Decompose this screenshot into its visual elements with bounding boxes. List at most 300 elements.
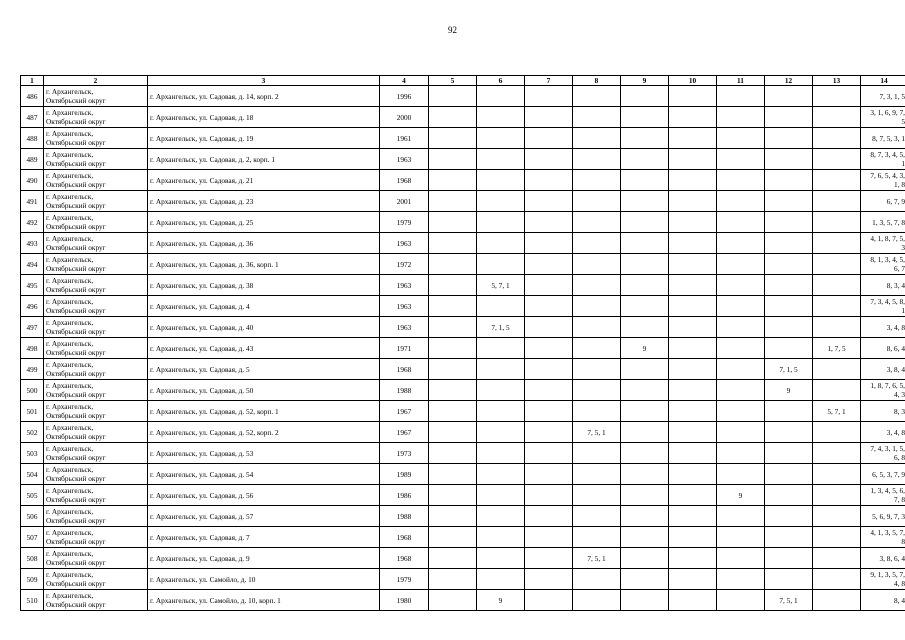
- col10-cell: [669, 191, 717, 212]
- col11-cell: [717, 464, 765, 485]
- col14-cell: 3, 8, 6, 4: [861, 548, 905, 569]
- table-row: [21, 296, 905, 317]
- year-cell: 1971: [380, 338, 429, 359]
- address-cell: г. Архангельск, ул. Садовая, д. 21: [148, 170, 380, 191]
- row-number-cell: 502: [21, 422, 44, 443]
- table-row: [21, 107, 905, 128]
- row-number-cell: 508: [21, 548, 44, 569]
- col11-cell: [717, 149, 765, 170]
- col6-cell: [477, 170, 525, 191]
- district-cell: г. Архангельск, Октябрьский округ: [44, 107, 148, 128]
- col7-cell: [525, 527, 573, 548]
- col5-cell: [429, 506, 477, 527]
- col10-cell: [669, 233, 717, 254]
- table-row: [21, 233, 905, 254]
- table-row: [21, 254, 905, 275]
- col14-cell: 1, 8, 7, 6, 5, 4, 3: [861, 380, 905, 401]
- col8-cell: [573, 569, 621, 590]
- col9-cell: [621, 590, 669, 611]
- col11-cell: [717, 107, 765, 128]
- col11-cell: [717, 443, 765, 464]
- col8-cell: [573, 86, 621, 107]
- district-cell: г. Архангельск, Октябрьский округ: [44, 443, 148, 464]
- row-number-cell: 491: [21, 191, 44, 212]
- col6-cell: [477, 191, 525, 212]
- column-header-10: 10: [669, 76, 717, 86]
- district-cell: г. Архангельск, Октябрьский округ: [44, 506, 148, 527]
- col8-cell: [573, 191, 621, 212]
- col11-cell: [717, 338, 765, 359]
- col11-cell: [717, 254, 765, 275]
- year-cell: 1963: [380, 296, 429, 317]
- col9-cell: [621, 191, 669, 212]
- col10-cell: [669, 590, 717, 611]
- col14-cell: 7, 4, 3, 1, 5, 6, 8: [861, 443, 905, 464]
- year-cell: 1967: [380, 401, 429, 422]
- address-cell: г. Архангельск, ул. Садовая, д. 7: [148, 527, 380, 548]
- column-header-5: 5: [429, 76, 477, 86]
- col9-cell: 9: [621, 338, 669, 359]
- col12-cell: [765, 233, 813, 254]
- col7-cell: [525, 149, 573, 170]
- col7-cell: [525, 128, 573, 149]
- row-number-cell: 500: [21, 380, 44, 401]
- col13-cell: 1, 7, 5: [813, 338, 861, 359]
- col9-cell: [621, 548, 669, 569]
- row-number-cell: 507: [21, 527, 44, 548]
- col10-cell: [669, 485, 717, 506]
- col12-cell: [765, 275, 813, 296]
- col5-cell: [429, 548, 477, 569]
- col8-cell: [573, 149, 621, 170]
- col5-cell: [429, 275, 477, 296]
- col6-cell: 7, 1, 5: [477, 317, 525, 338]
- col9-cell: [621, 422, 669, 443]
- col7-cell: [525, 170, 573, 191]
- col12-cell: [765, 401, 813, 422]
- col14-cell: 8, 7, 5, 3, 1: [861, 128, 905, 149]
- col12-cell: [765, 422, 813, 443]
- col11-cell: [717, 548, 765, 569]
- district-cell: г. Архангельск, Октябрьский округ: [44, 464, 148, 485]
- column-header-8: 8: [573, 76, 621, 86]
- col14-cell: 8, 6, 4: [861, 338, 905, 359]
- col12-cell: 7, 5, 1: [765, 590, 813, 611]
- col13-cell: [813, 443, 861, 464]
- address-cell: г. Архангельск, ул. Садовая, д. 2, корп. 1: [148, 149, 380, 170]
- table-row: [21, 317, 905, 338]
- col6-cell: [477, 212, 525, 233]
- col6-cell: [477, 107, 525, 128]
- table-row: [21, 569, 905, 590]
- address-cell: г. Архангельск, ул. Садовая, д. 56: [148, 485, 380, 506]
- col5-cell: [429, 338, 477, 359]
- col8-cell: [573, 296, 621, 317]
- col8-cell: [573, 590, 621, 611]
- col14-cell: 3, 4, 8: [861, 317, 905, 338]
- col10-cell: [669, 212, 717, 233]
- col7-cell: [525, 107, 573, 128]
- district-cell: г. Архангельск, Октябрьский округ: [44, 338, 148, 359]
- table-row: [21, 590, 905, 611]
- col13-cell: [813, 527, 861, 548]
- table-header: [21, 76, 905, 86]
- year-cell: 1996: [380, 86, 429, 107]
- col10-cell: [669, 359, 717, 380]
- address-cell: г. Архангельск, ул. Садовая, д. 54: [148, 464, 380, 485]
- district-cell: г. Архангельск, Октябрьский округ: [44, 317, 148, 338]
- table-row: [21, 338, 905, 359]
- col8-cell: [573, 107, 621, 128]
- col6-cell: [477, 233, 525, 254]
- col7-cell: [525, 338, 573, 359]
- col12-cell: [765, 86, 813, 107]
- row-number-cell: 486: [21, 86, 44, 107]
- col5-cell: [429, 149, 477, 170]
- col8-cell: [573, 464, 621, 485]
- year-cell: 1968: [380, 548, 429, 569]
- col13-cell: [813, 254, 861, 275]
- col5-cell: [429, 128, 477, 149]
- district-cell: г. Архангельск, Октябрьский округ: [44, 212, 148, 233]
- col10-cell: [669, 338, 717, 359]
- col9-cell: [621, 275, 669, 296]
- col11-cell: [717, 317, 765, 338]
- address-cell: г. Архангельск, ул. Садовая, д. 43: [148, 338, 380, 359]
- district-cell: г. Архангельск, Октябрьский округ: [44, 485, 148, 506]
- column-header-6: 6: [477, 76, 525, 86]
- column-header-1: 1: [21, 76, 44, 86]
- col14-cell: 8, 4: [861, 590, 905, 611]
- col9-cell: [621, 128, 669, 149]
- address-cell: г. Архангельск, ул. Садовая, д. 52, корп. 1: [148, 401, 380, 422]
- table-row: [21, 548, 905, 569]
- address-cell: г. Архангельск, ул. Садовая, д. 53: [148, 443, 380, 464]
- col12-cell: [765, 170, 813, 191]
- address-cell: г. Архангельск, ул. Садовая, д. 18: [148, 107, 380, 128]
- col9-cell: [621, 569, 669, 590]
- year-cell: 1988: [380, 380, 429, 401]
- col6-cell: [477, 254, 525, 275]
- table-row: [21, 422, 905, 443]
- district-cell: г. Архангельск, Октябрьский округ: [44, 191, 148, 212]
- row-number-cell: 499: [21, 359, 44, 380]
- col14-cell: 1, 3, 5, 7, 8: [861, 212, 905, 233]
- year-cell: 1968: [380, 527, 429, 548]
- col8-cell: [573, 212, 621, 233]
- col5-cell: [429, 359, 477, 380]
- col10-cell: [669, 443, 717, 464]
- col6-cell: [477, 569, 525, 590]
- col5-cell: [429, 86, 477, 107]
- col13-cell: [813, 548, 861, 569]
- address-cell: г. Архангельск, ул. Самойло, д. 10, корп. 1: [148, 590, 380, 611]
- col12-cell: [765, 548, 813, 569]
- col7-cell: [525, 296, 573, 317]
- district-cell: г. Архангельск, Октябрьский округ: [44, 233, 148, 254]
- year-cell: 1979: [380, 569, 429, 590]
- col11-cell: [717, 506, 765, 527]
- row-number-cell: 504: [21, 464, 44, 485]
- col6-cell: [477, 296, 525, 317]
- year-cell: 1980: [380, 590, 429, 611]
- row-number-cell: 488: [21, 128, 44, 149]
- table-row: [21, 191, 905, 212]
- year-cell: 1968: [380, 170, 429, 191]
- col6-cell: [477, 128, 525, 149]
- col8-cell: [573, 233, 621, 254]
- col12-cell: [765, 149, 813, 170]
- col6-cell: [477, 380, 525, 401]
- col5-cell: [429, 401, 477, 422]
- col10-cell: [669, 296, 717, 317]
- year-cell: 1961: [380, 128, 429, 149]
- col13-cell: [813, 170, 861, 191]
- col5-cell: [429, 296, 477, 317]
- col13-cell: [813, 233, 861, 254]
- col8-cell: [573, 401, 621, 422]
- year-cell: 1973: [380, 443, 429, 464]
- row-number-cell: 496: [21, 296, 44, 317]
- col10-cell: [669, 107, 717, 128]
- row-number-cell: 489: [21, 149, 44, 170]
- address-cell: г. Архангельск, ул. Садовая, д. 5: [148, 359, 380, 380]
- col6-cell: [477, 86, 525, 107]
- table-row: [21, 443, 905, 464]
- col8-cell: 7, 5, 1: [573, 548, 621, 569]
- col6-cell: [477, 485, 525, 506]
- col10-cell: [669, 506, 717, 527]
- col7-cell: [525, 359, 573, 380]
- col5-cell: [429, 422, 477, 443]
- address-cell: г. Архангельск, ул. Садовая, д. 52, корп. 2: [148, 422, 380, 443]
- col7-cell: [525, 254, 573, 275]
- column-header-13: 13: [813, 76, 861, 86]
- col5-cell: [429, 590, 477, 611]
- row-number-cell: 498: [21, 338, 44, 359]
- district-cell: г. Архангельск, Октябрьский округ: [44, 128, 148, 149]
- col13-cell: [813, 212, 861, 233]
- address-cell: г. Архангельск, ул. Садовая, д. 9: [148, 548, 380, 569]
- col14-cell: 3, 4, 8: [861, 422, 905, 443]
- col8-cell: [573, 254, 621, 275]
- col7-cell: [525, 548, 573, 569]
- col11-cell: 9: [717, 485, 765, 506]
- district-cell: г. Архангельск, Октябрьский округ: [44, 422, 148, 443]
- year-cell: 2001: [380, 191, 429, 212]
- row-number-cell: 509: [21, 569, 44, 590]
- col14-cell: 3, 1, 6, 9, 7, 5: [861, 107, 905, 128]
- col7-cell: [525, 233, 573, 254]
- col9-cell: [621, 527, 669, 548]
- year-cell: 1968: [380, 359, 429, 380]
- col11-cell: [717, 296, 765, 317]
- address-cell: г. Архангельск, ул. Садовая, д. 36: [148, 233, 380, 254]
- col13-cell: [813, 590, 861, 611]
- col14-cell: 7, 3, 4, 5, 8, 1: [861, 296, 905, 317]
- column-header-7: 7: [525, 76, 573, 86]
- col12-cell: [765, 107, 813, 128]
- district-cell: г. Архангельск, Октябрьский округ: [44, 149, 148, 170]
- row-number-cell: 506: [21, 506, 44, 527]
- row-number-cell: 497: [21, 317, 44, 338]
- col5-cell: [429, 170, 477, 191]
- col5-cell: [429, 254, 477, 275]
- col13-cell: [813, 128, 861, 149]
- table-row: [21, 359, 905, 380]
- col9-cell: [621, 107, 669, 128]
- address-cell: г. Архангельск, ул. Садовая, д. 38: [148, 275, 380, 296]
- col6-cell: [477, 548, 525, 569]
- col12-cell: [765, 485, 813, 506]
- col7-cell: [525, 464, 573, 485]
- row-number-cell: 492: [21, 212, 44, 233]
- address-cell: г. Архангельск, ул. Садовая, д. 23: [148, 191, 380, 212]
- col11-cell: [717, 422, 765, 443]
- col6-cell: [477, 527, 525, 548]
- col14-cell: 9, 1, 3, 5, 7, 4, 8: [861, 569, 905, 590]
- column-header-12: 12: [765, 76, 813, 86]
- column-header-3: 3: [148, 76, 380, 86]
- col13-cell: [813, 485, 861, 506]
- col7-cell: [525, 590, 573, 611]
- col10-cell: [669, 128, 717, 149]
- col5-cell: [429, 464, 477, 485]
- col6-cell: [477, 401, 525, 422]
- address-cell: г. Архангельск, ул. Садовая, д. 4: [148, 296, 380, 317]
- table-row: [21, 170, 905, 191]
- row-number-cell: 495: [21, 275, 44, 296]
- address-cell: г. Архангельск, ул. Садовая, д. 14, корп. 2: [148, 86, 380, 107]
- col9-cell: [621, 485, 669, 506]
- col6-cell: [477, 359, 525, 380]
- col5-cell: [429, 233, 477, 254]
- col7-cell: [525, 422, 573, 443]
- col13-cell: [813, 359, 861, 380]
- col12-cell: [765, 464, 813, 485]
- col5-cell: [429, 569, 477, 590]
- table-row: [21, 527, 905, 548]
- col7-cell: [525, 401, 573, 422]
- col11-cell: [717, 275, 765, 296]
- col10-cell: [669, 569, 717, 590]
- col8-cell: [573, 359, 621, 380]
- col11-cell: [717, 401, 765, 422]
- column-header-14: 14: [861, 76, 905, 86]
- col5-cell: [429, 527, 477, 548]
- col5-cell: [429, 443, 477, 464]
- col6-cell: [477, 443, 525, 464]
- col12-cell: [765, 338, 813, 359]
- row-number-cell: 510: [21, 590, 44, 611]
- year-cell: 1963: [380, 149, 429, 170]
- col5-cell: [429, 317, 477, 338]
- col14-cell: 4, 1, 8, 7, 5, 3: [861, 233, 905, 254]
- col10-cell: [669, 170, 717, 191]
- col6-cell: [477, 464, 525, 485]
- col10-cell: [669, 317, 717, 338]
- year-cell: 1963: [380, 317, 429, 338]
- address-cell: г. Архангельск, ул. Садовая, д. 36, корп. 1: [148, 254, 380, 275]
- col13-cell: [813, 464, 861, 485]
- col8-cell: [573, 443, 621, 464]
- col10-cell: [669, 422, 717, 443]
- col10-cell: [669, 401, 717, 422]
- year-cell: 1972: [380, 254, 429, 275]
- col6-cell: [477, 422, 525, 443]
- address-cell: г. Архангельск, ул. Садовая, д. 25: [148, 212, 380, 233]
- col14-cell: 1, 3, 4, 5, 6, 7, 8: [861, 485, 905, 506]
- district-cell: г. Архангельск, Октябрьский округ: [44, 590, 148, 611]
- col9-cell: [621, 359, 669, 380]
- col12-cell: [765, 506, 813, 527]
- col10-cell: [669, 464, 717, 485]
- year-cell: 1963: [380, 275, 429, 296]
- col5-cell: [429, 380, 477, 401]
- district-cell: г. Архангельск, Октябрьский округ: [44, 401, 148, 422]
- col13-cell: [813, 191, 861, 212]
- col10-cell: [669, 380, 717, 401]
- col11-cell: [717, 128, 765, 149]
- col9-cell: [621, 464, 669, 485]
- col9-cell: [621, 170, 669, 191]
- col10-cell: [669, 254, 717, 275]
- col5-cell: [429, 191, 477, 212]
- col14-cell: 6, 7, 9: [861, 191, 905, 212]
- col5-cell: [429, 107, 477, 128]
- col9-cell: [621, 506, 669, 527]
- column-header-4: 4: [380, 76, 429, 86]
- col12-cell: [765, 296, 813, 317]
- row-number-cell: 501: [21, 401, 44, 422]
- col8-cell: [573, 527, 621, 548]
- year-cell: 1988: [380, 506, 429, 527]
- table-row: [21, 485, 905, 506]
- table-body: [21, 86, 905, 611]
- district-cell: г. Архангельск, Октябрьский округ: [44, 569, 148, 590]
- header-row: [21, 76, 905, 86]
- col12-cell: [765, 254, 813, 275]
- col13-cell: [813, 506, 861, 527]
- col13-cell: [813, 569, 861, 590]
- col7-cell: [525, 485, 573, 506]
- col8-cell: [573, 380, 621, 401]
- col11-cell: [717, 86, 765, 107]
- col11-cell: [717, 212, 765, 233]
- col14-cell: 8, 3, 4: [861, 275, 905, 296]
- year-cell: 1967: [380, 422, 429, 443]
- col8-cell: 7, 5, 1: [573, 422, 621, 443]
- col7-cell: [525, 506, 573, 527]
- col14-cell: 4, 1, 3, 5, 7, 8: [861, 527, 905, 548]
- col5-cell: [429, 485, 477, 506]
- col6-cell: 5, 7, 1: [477, 275, 525, 296]
- col12-cell: [765, 443, 813, 464]
- col9-cell: [621, 380, 669, 401]
- column-header-11: 11: [717, 76, 765, 86]
- page-number: 92: [448, 25, 457, 35]
- col9-cell: [621, 443, 669, 464]
- col10-cell: [669, 86, 717, 107]
- year-cell: 1979: [380, 212, 429, 233]
- table-row: [21, 212, 905, 233]
- col8-cell: [573, 170, 621, 191]
- table-row: [21, 149, 905, 170]
- column-header-9: 9: [621, 76, 669, 86]
- table-row: [21, 506, 905, 527]
- district-cell: г. Архангельск, Октябрьский округ: [44, 275, 148, 296]
- col7-cell: [525, 443, 573, 464]
